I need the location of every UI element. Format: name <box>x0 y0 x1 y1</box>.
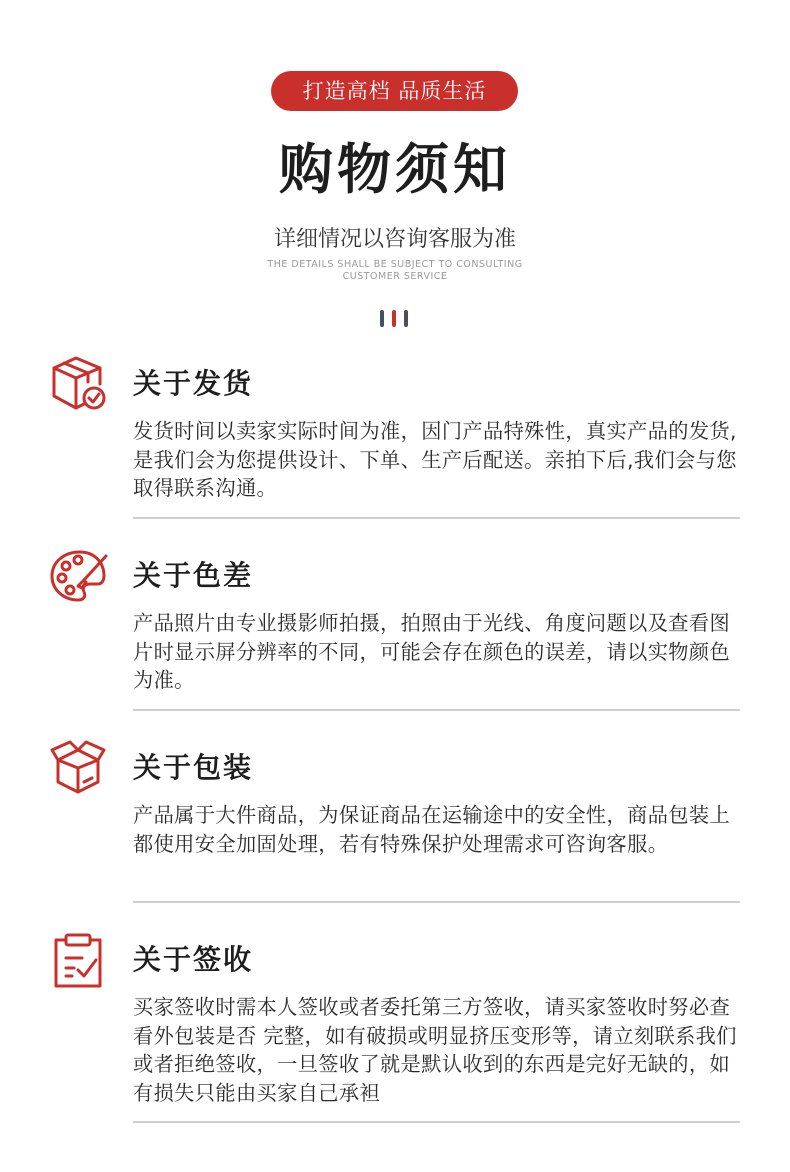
decorative-dot <box>404 310 408 327</box>
palette-brush-icon <box>48 546 108 606</box>
section-body: 买家签收时需本人签收或者委托第三方签收，请买家签收时努必查看外包装是否 完整，如有破损或明显挤压变形等，请立刻联系我们或者拒绝签收，一旦签收了就是默认收到的东西是完好无缺的，如有损失只能由买家自己承袒 <box>133 995 737 1105</box>
shipping-box-check-icon <box>48 354 108 414</box>
slogan-badge: 打造高档 品质生活 <box>271 71 518 111</box>
open-package-icon <box>48 738 108 798</box>
section-body: 产品属于大件商品，为保证商品在运输途中的安全性，商品包装上都使用安全加固处理，若有特殊保护处理需求可咨询客服。 <box>133 803 731 856</box>
section-divider <box>133 709 740 711</box>
section-body: 发货时间以卖家实际时间为准，因门产品特殊性，真实产品的发货,是我们会为您提供设计、下单、生产后配送。亲拍下后,我们会与您取得联系沟通。 <box>133 419 737 500</box>
english-subtitle <box>245 259 545 283</box>
section-body: 产品照片由专业摄影师拍摄，拍照由于光线、角度问题以及查看图片时显示屏分辨率的不同，可能会存在颜色的误差，请以实物颜色为准。 <box>133 611 731 692</box>
english-subtitle-line-1: THE DETAILS SHALL BE SUBJECT TO CONSULTING <box>267 259 523 270</box>
section-divider <box>133 1121 740 1123</box>
section-packaging <box>0 738 790 908</box>
section-color <box>0 546 790 716</box>
clipboard-check-icon <box>48 930 108 990</box>
decorative-dot <box>380 310 384 327</box>
page-subtitle: 详细情况以咨询客服为准 <box>273 227 516 252</box>
section-title: 关于色差 <box>133 559 254 592</box>
section-divider <box>133 901 740 903</box>
section-divider <box>133 517 740 519</box>
section-title: 关于包装 <box>133 751 254 784</box>
section-shipping <box>0 354 790 524</box>
section-title: 关于发货 <box>133 367 254 400</box>
decorative-dots <box>380 310 412 328</box>
section-title: 关于签收 <box>133 943 254 976</box>
english-subtitle-line-2: CUSTOMER SERVICE <box>342 271 448 282</box>
decorative-dot <box>392 310 396 327</box>
page-title: 购物须知 <box>279 138 511 201</box>
section-receipt <box>0 930 790 1130</box>
